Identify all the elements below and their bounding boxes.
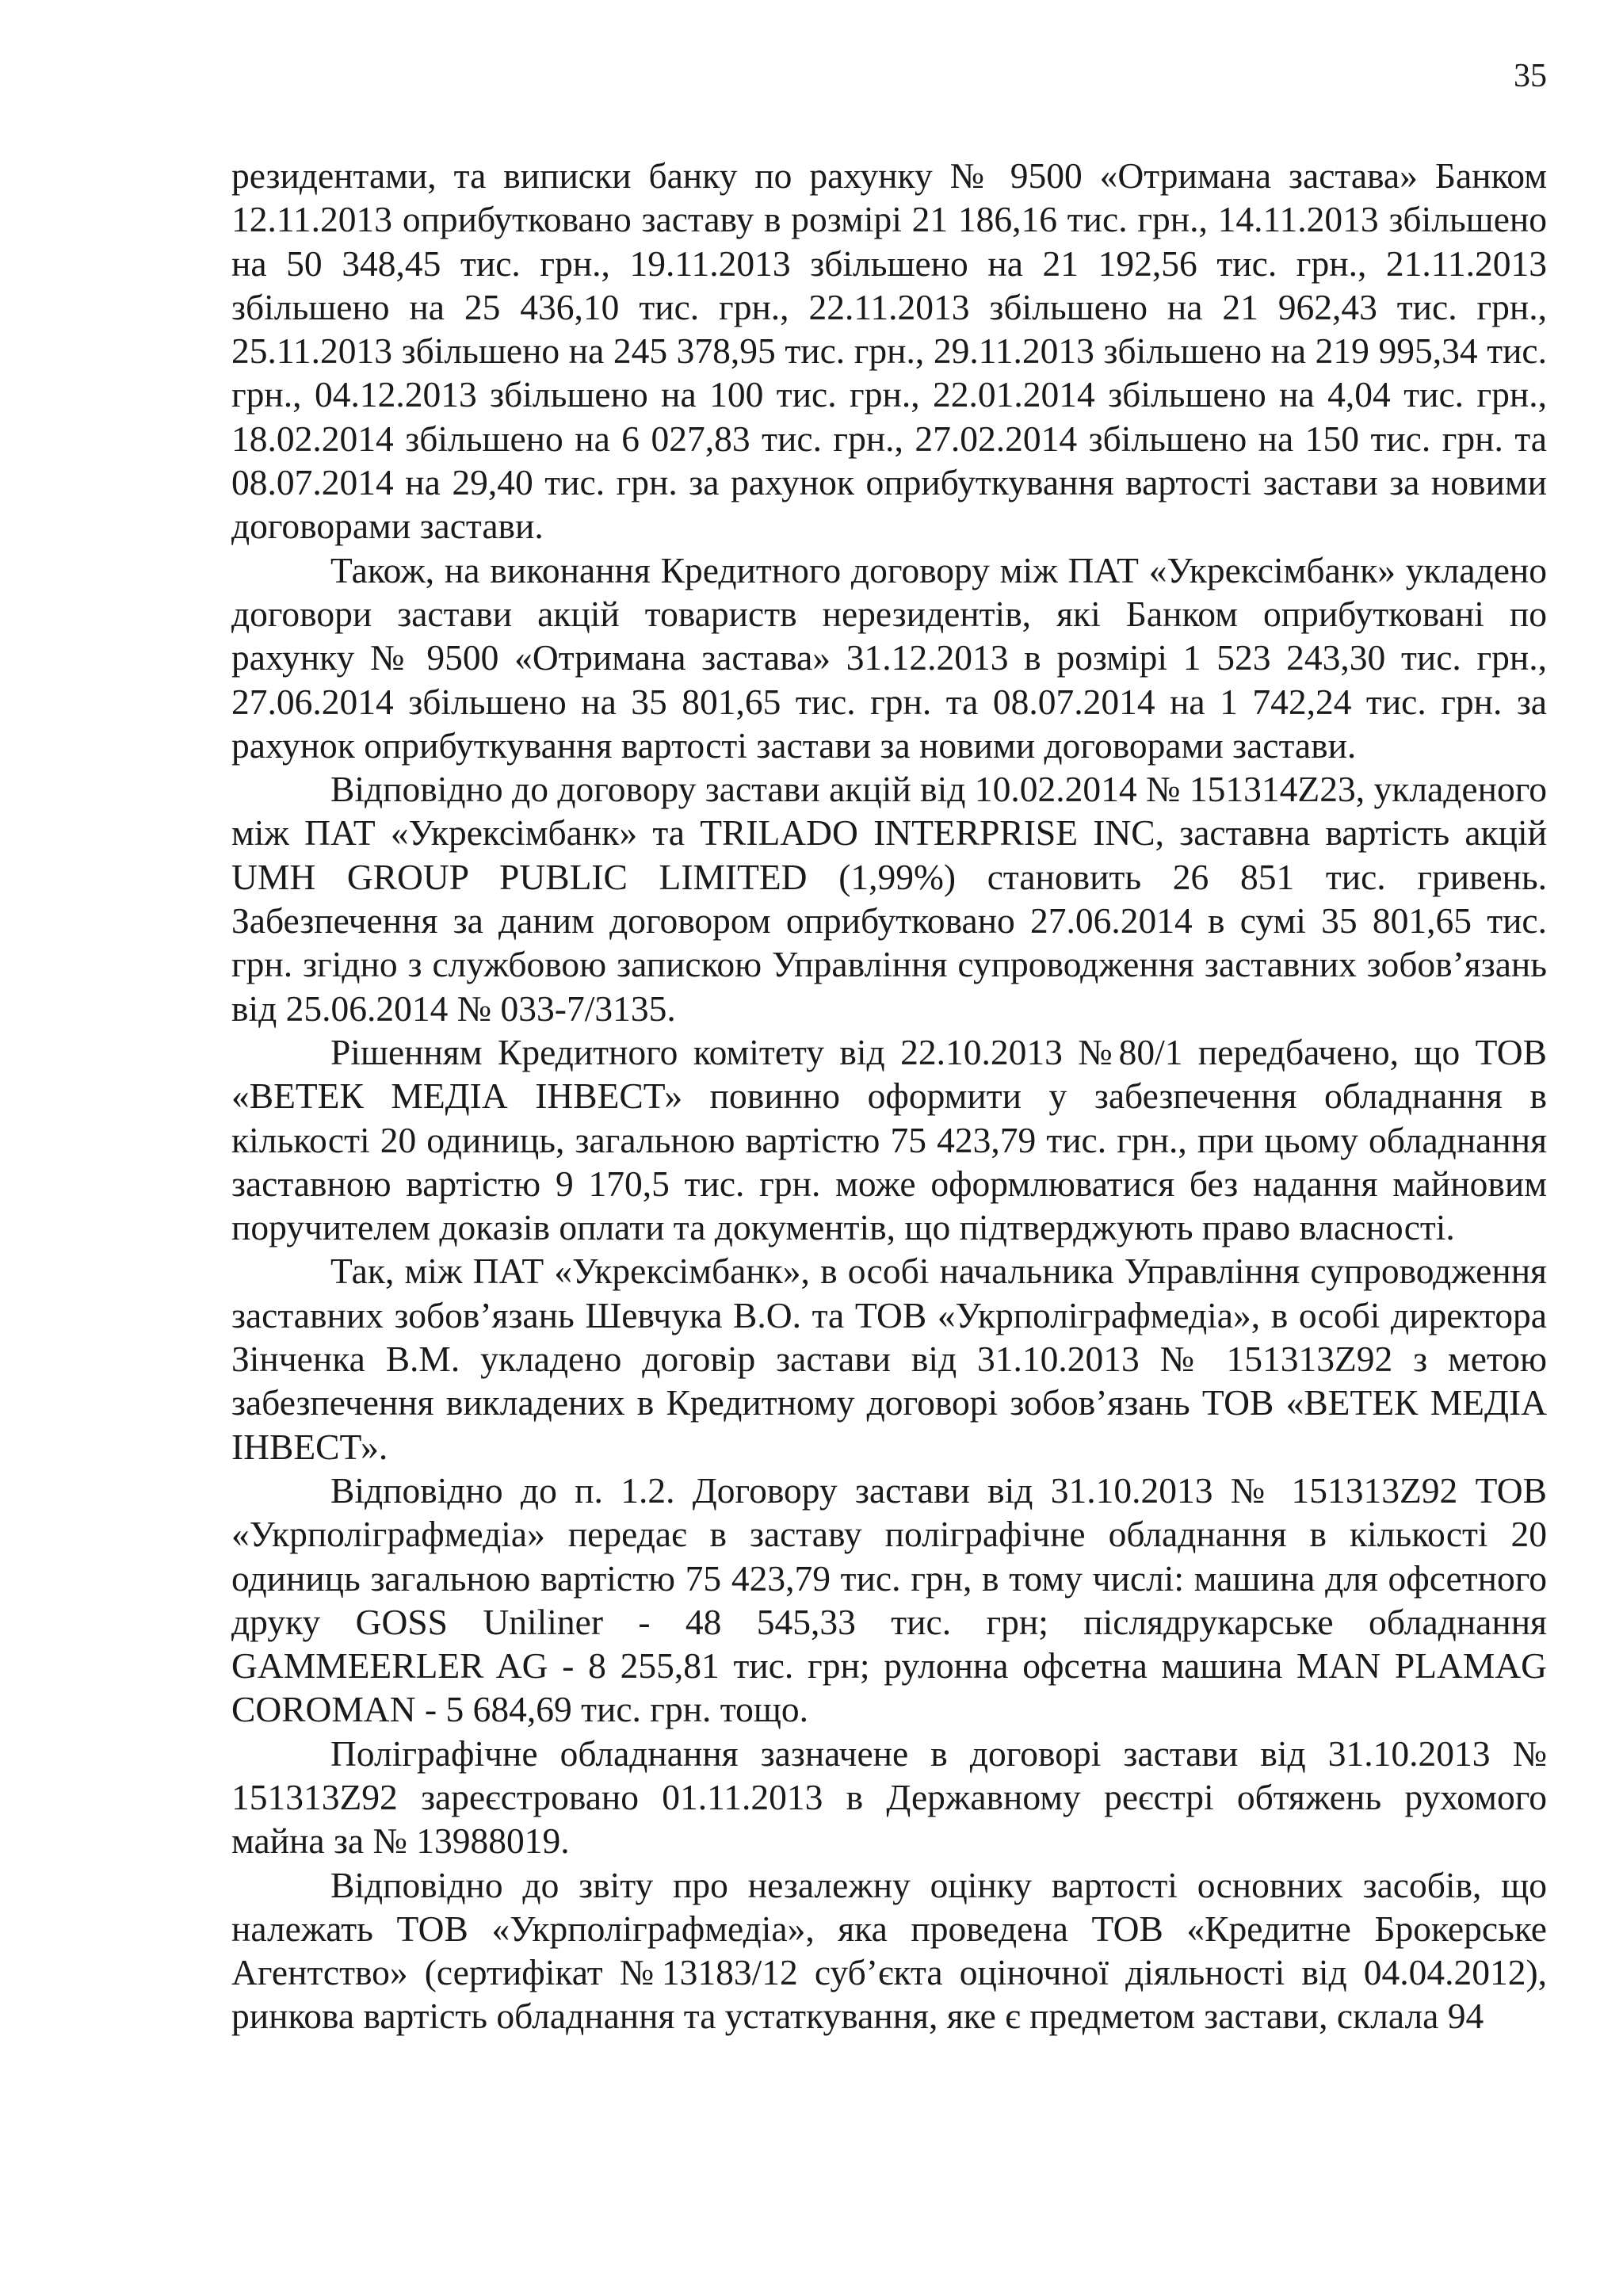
- paragraph-credit-committee-decision: Рішенням Кредитного комітету від 22.10.2013 №80/1 передбачено, що ТОВ «ВЕТЕК МЕДІА ІНВЕСТ» повинно оформити у забезпечення обладнання в кількості 20 одиниць, загальною вартістю 75 423,79 тис. грн., при цьому обладнання заставною вартістю 9 170,5 тис. грн. може оформлюватися без надання майновим поручителем доказів оплати та документів, що підтверджують право власності.: [231, 1031, 1547, 1248]
- page-number: 35: [1514, 58, 1547, 94]
- paragraph-registry-record: Поліграфічне обладнання зазначене в договорі застави від 31.10.2013 № 151313Z92 зареєстровано 01.11.2013 в Державному реєстрі обтяжень рухомого майна за № 13988019.: [231, 1733, 1547, 1862]
- document-body: [231, 154, 1547, 2038]
- paragraph-valuation-report: Відповідно до звіту про незалежну оцінку вартості основних засобів, що належать ТОВ «Укрполіграфмедіа», яка проведена ТОВ «Кредитне Брокерське Агентство» (сертифікат №13183/12 суб’єкта оціночної діяльності від 04.04.2012), ринкова вартість обладнання та устаткування, яке є предметом застави, склала 94: [231, 1864, 1547, 2037]
- paragraph-pledge-agreement-parties: Так, між ПАТ «Укрексімбанк», в особі начальника Управління супроводження заставних зобов’язань Шевчука В.О. та ТОВ «Укрполіграфмедіа», в особі директора Зінченка В.М. укладено договір застави від 31.10.2013 № 151313Z92 з метою забезпечення викладених в Кредитному договорі зобов’язань ТОВ «ВЕТЕК МЕДІА ІНВЕСТ».: [231, 1251, 1547, 1467]
- paragraph-share-pledge-nonresidents: Також, на виконання Кредитного договору між ПАТ «Укрексімбанк» укладено договори застави акцій товариств нерезидентів, які Банком оприбутковані по рахунку № 9500 «Отримана застава» 31.12.2013 в розмірі 1 523 243,30 тис. грн., 27.06.2014 збільшено на 35 801,65 тис. грн. та 08.07.2014 на 1 742,24 тис. грн. за рахунок оприбуткування вартості застави за новими договорами застави.: [231, 549, 1547, 766]
- paragraph-share-pledge-agreement: Відповідно до договору застави акцій від 10.02.2014 № 151314Z23, укладеного між ПАТ «Укрексімбанк» та TRILADO INTERPRISE INC, заставна вартість акцій UMH GROUP PUBLIC LIMITED (1,99%) становить 26 851 тис. гривень. Забезпечення за даним договором оприбутковано 27.06.2014 в сумі 35 801,65 тис. грн. згідно з службовою запискою Управління супроводження заставних зобов’язань від 25.06.2014 № 033-7/3135.: [231, 769, 1547, 1029]
- paragraph-continuation: резидентами, та виписки банку по рахунку № 9500 «Отримана застава» Банком 12.11.2013 оприбутковано заставу в розмірі 21 186,16 тис. грн., 14.11.2013 збільшено на 50 348,45 тис. грн., 19.11.2013 збільшено на 21 192,56 тис. грн., 21.11.2013 збільшено на 25 436,10 тис. грн., 22.11.2013 збільшено на 21 962,43 тис. грн., 25.11.2013 збільшено на 245 378,95 тис. грн., 29.11.2013 збільшено на 219 995,34 тис. грн., 04.12.2013 збільшено на 100 тис. грн., 22.01.2014 збільшено на 4,04 тис. грн., 18.02.2014 збільшено на 6 027,83 тис. грн., 27.02.2014 збільшено на 150 тис. грн. та 08.07.2014 на 29,40 тис. грн. за рахунок оприбуткування вартості застави за новими договорами застави.: [231, 155, 1547, 547]
- paragraph-pledged-equipment: Відповідно до п. 1.2. Договору застави від 31.10.2013 № 151313Z92 ТОВ «Укрполіграфмедіа» передає в заставу поліграфічне обладнання в кількості 20 одиниць загальною вартістю 75 423,79 тис. грн, в тому числі: машина для офсетного друку GOSS Uniliner - 48 545,33 тис. грн; післядрукарське обладнання GAMMEERLER AG - 8 255,81 тис. грн; рулонна офсетна машина MAN PLAMAG COROMAN - 5 684,69 тис. грн. тощо.: [231, 1469, 1547, 1730]
